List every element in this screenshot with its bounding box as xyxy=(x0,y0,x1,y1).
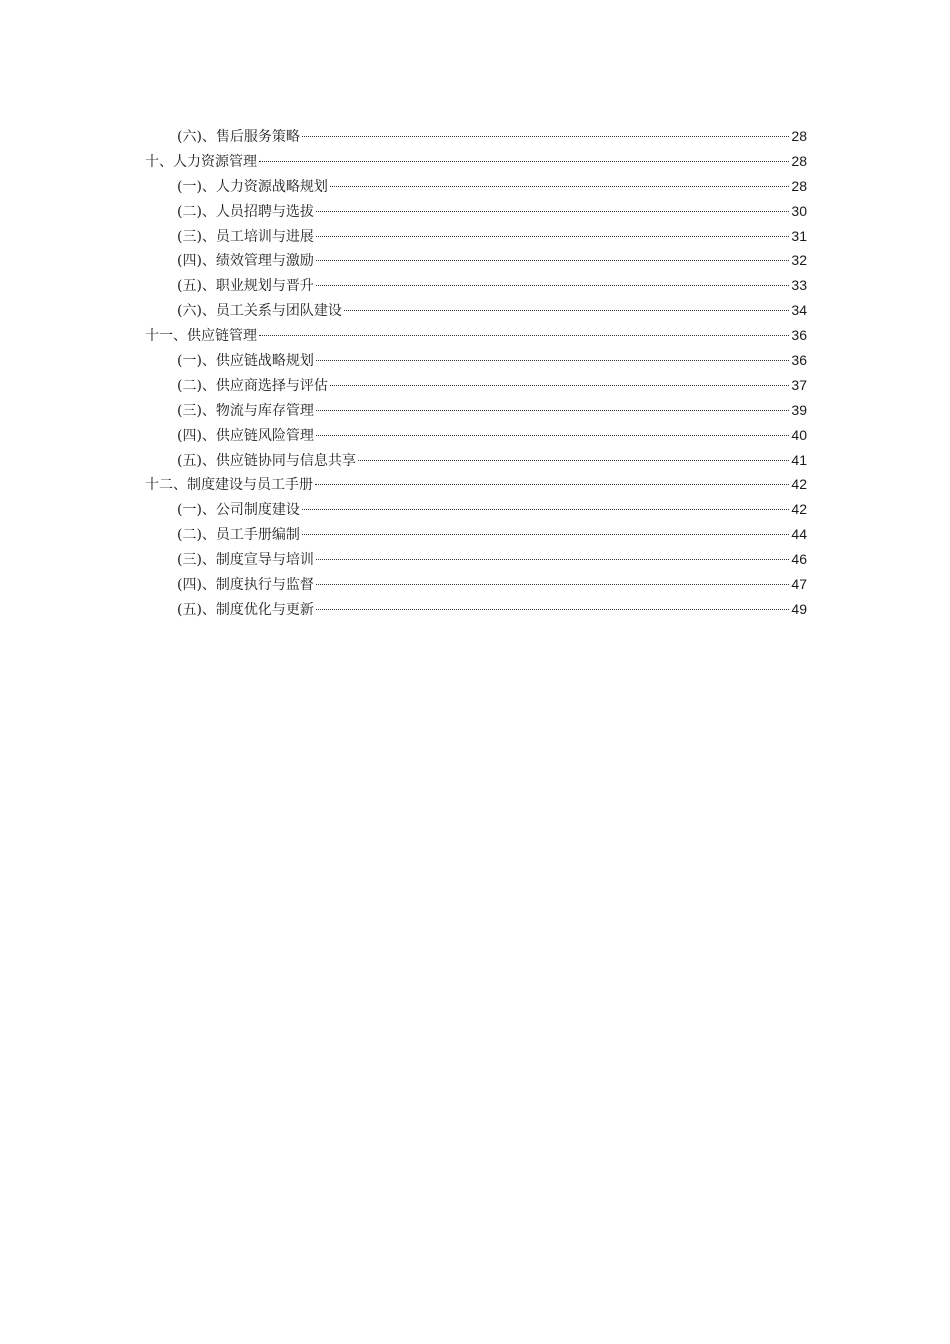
toc-entry-title: (四)、供应链风险管理 xyxy=(177,427,314,444)
toc-page-number: 34 xyxy=(791,302,807,319)
toc-entry-title: (五)、供应链协同与信息共享 xyxy=(177,452,356,469)
toc-page-number: 46 xyxy=(791,551,807,568)
toc-chapter-entry[interactable] xyxy=(145,472,807,497)
toc-dot-leader xyxy=(302,534,789,535)
toc-dot-leader xyxy=(344,310,789,311)
toc-entry-title: (四)、绩效管理与激励 xyxy=(177,253,314,270)
toc-page-number: 30 xyxy=(791,202,807,219)
toc-section-entry[interactable] xyxy=(145,497,807,522)
toc-entry-title: (二)、人员招聘与选拔 xyxy=(177,203,314,220)
toc-section-entry[interactable] xyxy=(145,597,807,622)
toc-entry-title: 十二、制度建设与员工手册 xyxy=(145,477,313,494)
toc-chapter-entry[interactable] xyxy=(145,149,807,174)
toc-entry-title: (三)、员工培训与进展 xyxy=(177,228,314,245)
toc-dot-leader xyxy=(330,385,789,386)
toc-entry-title: 十、人力资源管理 xyxy=(145,153,257,170)
toc-dot-leader xyxy=(302,136,789,137)
toc-page-number: 44 xyxy=(791,526,807,543)
toc-dot-leader xyxy=(316,410,789,411)
toc-section-entry[interactable] xyxy=(145,348,807,373)
toc-entry-title: (一)、供应链战略规划 xyxy=(177,353,314,370)
toc-dot-leader xyxy=(330,186,789,187)
toc-section-entry[interactable] xyxy=(145,423,807,448)
toc-chapter-entry[interactable] xyxy=(145,323,807,348)
toc-page-number: 42 xyxy=(791,501,807,518)
toc-dot-leader xyxy=(316,559,789,560)
toc-page-number: 40 xyxy=(791,426,807,443)
toc-section-entry[interactable] xyxy=(145,174,807,199)
toc-entry-title: (四)、制度执行与监督 xyxy=(177,577,314,594)
toc-dot-leader xyxy=(316,236,789,237)
toc-dot-leader xyxy=(259,161,789,162)
toc-section-entry[interactable] xyxy=(145,199,807,224)
toc-entry-title: (二)、供应商选择与评估 xyxy=(177,377,328,394)
toc-entry-title: (三)、物流与库存管理 xyxy=(177,402,314,419)
toc-dot-leader xyxy=(316,360,789,361)
toc-page-number: 33 xyxy=(791,277,807,294)
toc-entry-title: (六)、售后服务策略 xyxy=(177,129,300,145)
toc-entry-title: (一)、公司制度建设 xyxy=(177,502,300,519)
toc-dot-leader xyxy=(316,260,789,261)
toc-entry-title: (一)、人力资源战略规划 xyxy=(177,178,328,195)
toc-section-entry[interactable] xyxy=(145,547,807,572)
toc-section-entry[interactable] xyxy=(145,572,807,597)
toc-dot-leader xyxy=(316,435,789,436)
toc-entry-title: 十一、供应链管理 xyxy=(145,328,257,345)
toc-page-number: 32 xyxy=(791,252,807,269)
toc-dot-leader xyxy=(316,211,789,212)
toc-section-entry[interactable] xyxy=(145,373,807,398)
toc-page-number: 49 xyxy=(791,600,807,617)
toc-entry-title: (二)、员工手册编制 xyxy=(177,527,300,544)
toc-section-entry[interactable] xyxy=(145,124,807,149)
toc-entry-title: (五)、职业规划与晋升 xyxy=(177,278,314,295)
toc-section-entry[interactable] xyxy=(145,448,807,473)
toc-dot-leader xyxy=(316,285,789,286)
toc-dot-leader xyxy=(302,509,789,510)
toc-entry-title: (六)、员工关系与团队建设 xyxy=(177,303,342,320)
toc-page-number: 31 xyxy=(791,227,807,244)
toc-section-entry[interactable] xyxy=(145,273,807,298)
toc-entry-title: (三)、制度宣导与培训 xyxy=(177,552,314,569)
toc-dot-leader xyxy=(315,484,789,485)
toc-page-number: 41 xyxy=(791,451,807,468)
toc-section-entry[interactable] xyxy=(145,224,807,249)
toc-page-number: 39 xyxy=(791,401,807,418)
toc-section-entry[interactable] xyxy=(145,398,807,423)
toc-page-number: 42 xyxy=(791,476,807,493)
toc-page-number: 28 xyxy=(791,177,807,194)
toc-dot-leader xyxy=(358,460,789,461)
toc-dot-leader xyxy=(316,609,789,610)
toc-dot-leader xyxy=(316,584,789,585)
toc-dot-leader xyxy=(259,335,789,336)
toc-section-entry[interactable] xyxy=(145,298,807,323)
toc-page-number: 37 xyxy=(791,376,807,393)
toc-page-number: 28 xyxy=(791,128,807,144)
toc-page-number: 28 xyxy=(791,152,807,169)
toc-section-entry[interactable] xyxy=(145,522,807,547)
toc-page-number: 36 xyxy=(791,327,807,344)
toc-page-number: 36 xyxy=(791,352,807,369)
toc-section-entry[interactable] xyxy=(145,248,807,273)
toc-entry-title: (五)、制度优化与更新 xyxy=(177,601,314,618)
toc-page-number: 47 xyxy=(791,576,807,593)
table-of-contents xyxy=(145,124,807,622)
